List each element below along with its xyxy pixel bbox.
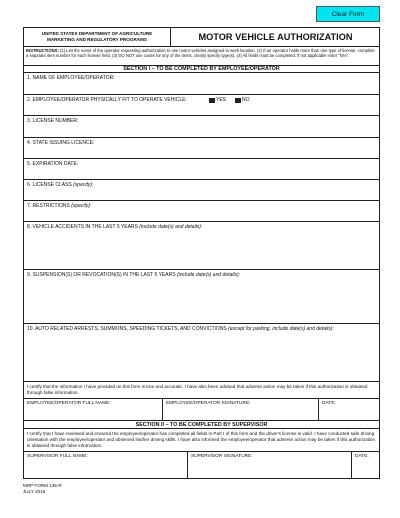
employee-name-field[interactable]: [24, 399, 163, 420]
agency-line-1: UNITED STATES DEPARTMENT OF AGRICULTURE: [41, 31, 153, 36]
agency-line-2: MARKETING AND REGULATORY PROGRAMS: [47, 37, 147, 42]
form-number: MRP FORM 135-R: [23, 483, 62, 488]
vehicle-accidents-field[interactable]: [24, 222, 379, 270]
supervisor-date-label: DATE:: [355, 454, 369, 459]
license-number-field[interactable]: [24, 116, 379, 138]
employee-date-field[interactable]: [319, 399, 379, 420]
no-checkbox[interactable]: [235, 98, 241, 103]
employee-signature-row: [24, 399, 379, 421]
no-label: NO: [242, 97, 250, 103]
supervisor-name-field[interactable]: [24, 452, 188, 478]
item-2-label: 2. EMPLOYEE/OPERATOR PHYSICALLY FIT TO OPERATE VEHICLE:: [27, 97, 187, 103]
clear-form-button[interactable]: Clear Form: [316, 6, 380, 22]
form-revision-date: JULY 2018: [23, 489, 46, 494]
form-footer: [23, 483, 62, 495]
yes-label: YES: [216, 97, 227, 103]
motor-vehicle-authorization-form: [23, 27, 380, 479]
supervisor-certify-text: I certify that I have reviewed and ensured the employee/operator has completed all fields in Part I of this form and the driver's license is valid. I have conducted safe driving orientation with the employee/operator and observed his/her driving skills. I have also informed the employee/operator that adverse action may be taken if this authorization is obtained through false information.: [27, 431, 376, 448]
physically-fit-row: [24, 95, 379, 116]
license-class-field[interactable]: [24, 180, 379, 201]
item-4-label: 4. STATE ISSUING LICENCE:: [27, 140, 95, 146]
no-checkbox-group[interactable]: [235, 97, 250, 103]
supervisor-certification: [24, 429, 379, 452]
instructions-text: (1) List the name of the operator requesting authorization to use motor vehicles assigned to work location. (2) If an operator holds more than one type of license, complete a separate item number for each license held. (3) DO NOT use codes for any of the items, clearly specify type(s). (4) All fields must be completed. If not applicable enter "N/A".: [26, 48, 375, 59]
agency-block: [24, 28, 171, 46]
state-issuing-field[interactable]: [24, 138, 379, 159]
supervisor-date-field[interactable]: [352, 452, 379, 478]
section-1-heading: SECTION I – TO BE COMPLETED BY EMPLOYEE/OPERATOR: [24, 65, 379, 73]
supervisor-signature-row: [24, 452, 379, 478]
employee-name-label: EMPLOYEE/OPERATOR FULL NAME:: [27, 401, 111, 406]
name-of-employee-field[interactable]: [24, 73, 379, 95]
item-8-label: 8. VEHICLE ACCIDENTS IN THE LAST 5 YEARS (include date(s) and details):: [27, 224, 203, 230]
supervisor-signature-field[interactable]: [188, 452, 352, 478]
item-6-label: 6. LICENSE CLASS (specify):: [27, 182, 94, 188]
employee-certify-text: I certify that the information I have provided on this form is true and accurate. I have also been advised that adverse action may be taken if this authorization is obtained through false information.: [27, 384, 368, 395]
instructions: [26, 48, 377, 59]
yes-checkbox[interactable]: [209, 98, 215, 103]
supervisor-name-label: SUPERVISOR FULL NAME:: [27, 454, 88, 459]
item-5-label: 5. EXPIRATION DATE:: [27, 161, 79, 167]
item-10-label: 10. AUTO RELATED ARRESTS, SUMMONS, SPEEDING TICKETS, AND CONVICTIONS (except for parking, include date(s) and details):: [27, 326, 334, 332]
arrests-convictions-field[interactable]: [24, 324, 379, 382]
employee-signature-label: EMPLOYEE/OPERATOR SIGNATURE:: [166, 401, 251, 406]
suspensions-field[interactable]: [24, 270, 379, 324]
form-header: [24, 28, 379, 47]
expiration-date-field[interactable]: [24, 159, 379, 180]
section-2-heading: SECTION II – TO BE COMPLETED BY SUPERVISOR: [24, 421, 379, 429]
item-3-label: 3. LICENSE NUMBER:: [27, 118, 79, 124]
yes-checkbox-group[interactable]: [209, 97, 226, 103]
restrictions-field[interactable]: [24, 201, 379, 222]
item-7-label: 7. RESTRICTIONS (specify):: [27, 203, 92, 209]
employee-certification: [24, 382, 379, 399]
item-1-label: 1. NAME OF EMPLOYEE/OPERATOR:: [27, 75, 115, 81]
employee-date-label: DATE:: [322, 401, 336, 406]
employee-signature-field[interactable]: [163, 399, 319, 420]
form-title: MOTOR VEHICLE AUTHORIZATION: [198, 32, 353, 42]
item-9-label: 9. SUSPENSION(S) OR REVOCATION(S) IN THE LAST 5 YEARS (include date(s) and details):: [27, 272, 241, 278]
instructions-label: INSTRUCTIONS:: [26, 48, 59, 53]
supervisor-signature-label: SUPERVISOR SIGNATURE:: [191, 454, 253, 459]
